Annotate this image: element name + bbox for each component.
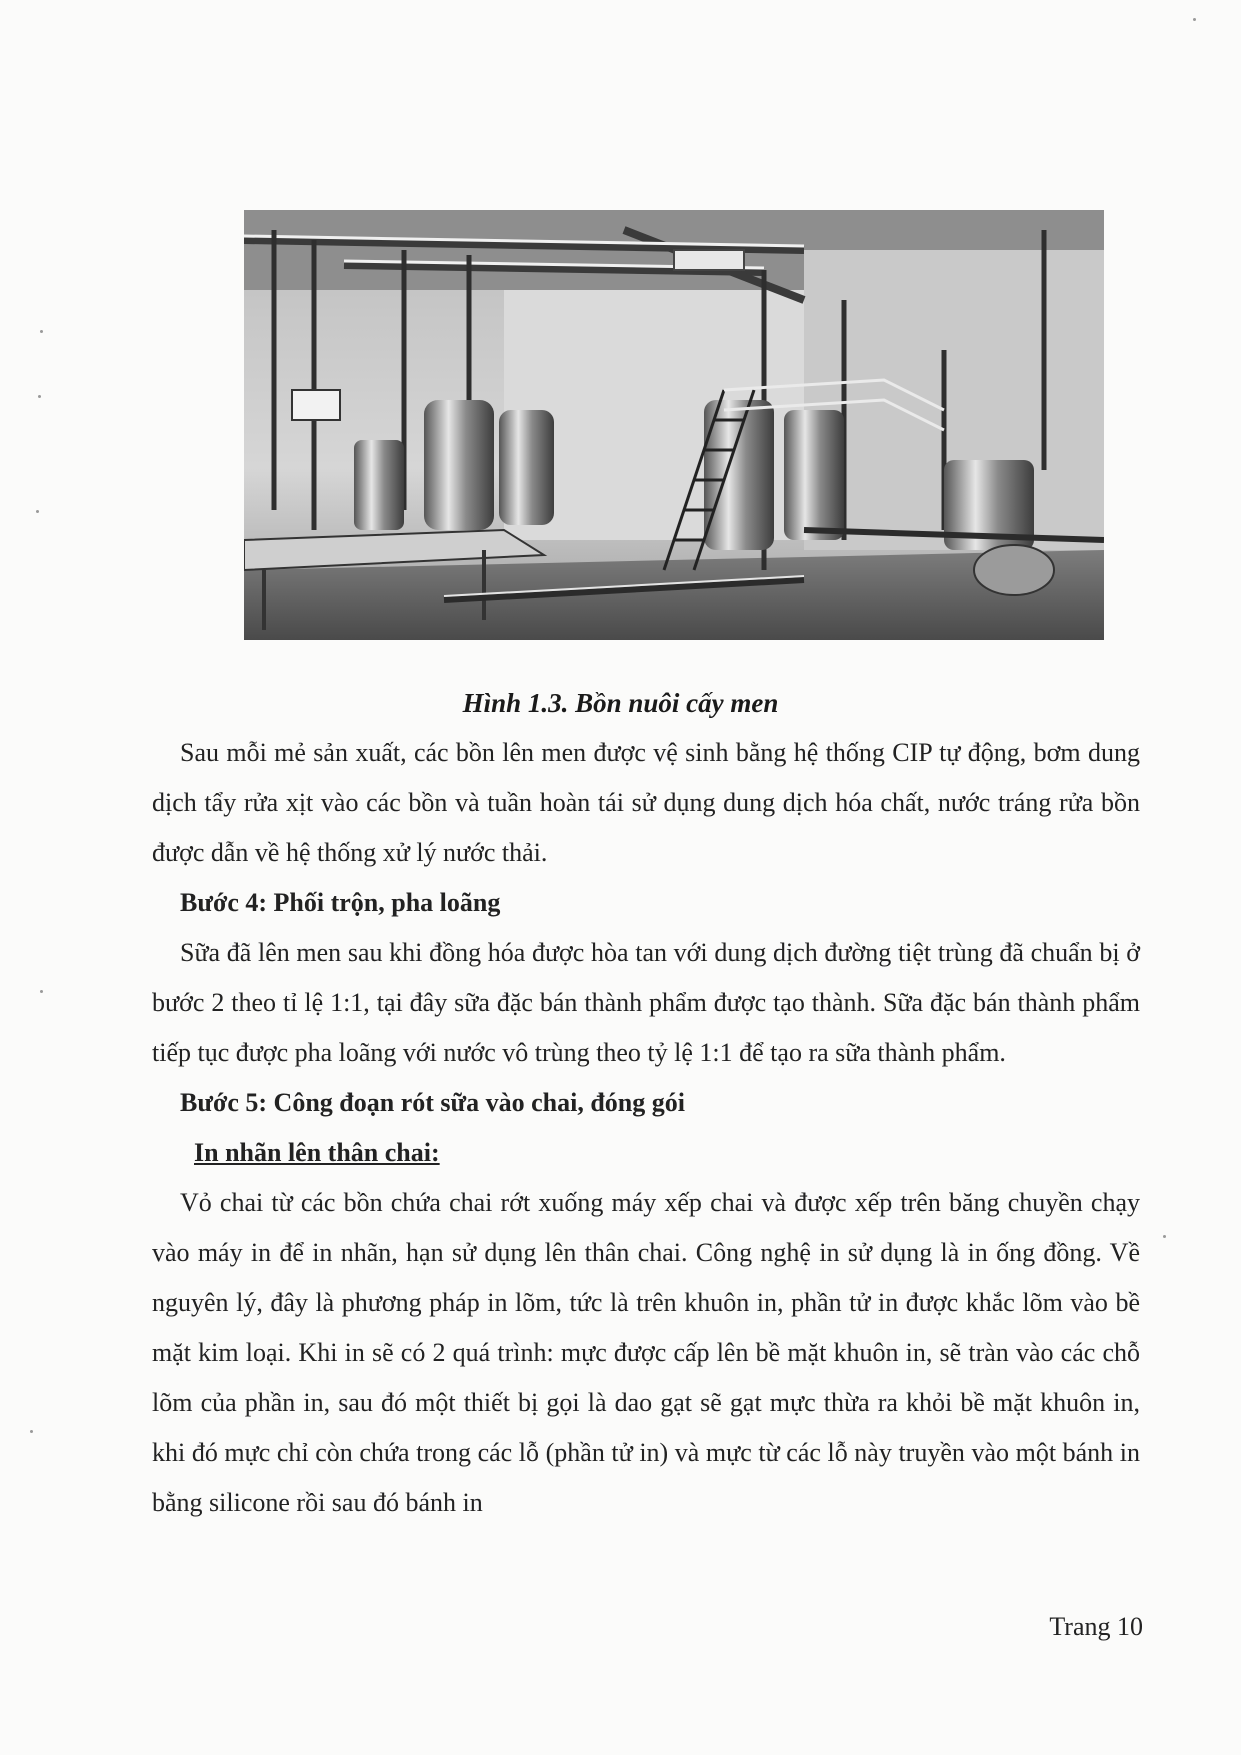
scan-speck (30, 1430, 33, 1433)
page-number: Trang 10 (1049, 1612, 1143, 1641)
paragraph-printing: Vỏ chai từ các bồn chứa chai rớt xuống máy xếp chai và được xếp trên băng chuyền chạy vào máy in để in nhãn, hạn sử dụng lên thân chai. Công nghệ in sử dụng là in ống đồng. Về nguyên lý, đây là phương pháp in lõm, tức là trên khuôn in, phần tử in được khắc lõm vào bề mặt kim loại. Khi in sẽ có 2 quá trình: mực được cấp lên bề mặt khuôn in, sẽ tràn vào các chỗ lõm của phần in, sau đó một thiết bị gọi là dao gạt sẽ gạt mực thừa ra khỏi bề mặt khuôn in, khi đó mực chỉ còn chứa trong các lỗ (phần tử in) và mực từ các lỗ này truyền vào một bánh in bằng silicone rồi sau đó bánh in (152, 1188, 1140, 1517)
scan-speck (40, 330, 43, 333)
body-text (152, 728, 1140, 1528)
scan-speck (40, 990, 43, 993)
subheading-label-printing: In nhãn lên thân chai: (194, 1138, 440, 1167)
heading-step-5: Bước 5: Công đoạn rót sữa vào chai, đóng gói (180, 1088, 685, 1117)
fermentation-tank-photo (244, 210, 1104, 640)
heading-step-4: Bước 4: Phối trộn, pha loãng (180, 888, 501, 917)
paragraph-mixing: Sữa đã lên men sau khi đồng hóa được hòa tan với dung dịch đường tiệt trùng đã chuẩn bị ở bước 2 theo tỉ lệ 1:1, tại đây sữa đặc bán thành phẩm được tạo thành. Sữa đặc bán thành phẩm tiếp tục được pha loãng với nước vô trùng theo tỷ lệ 1:1 để tạo ra sữa thành phẩm. (152, 938, 1140, 1067)
scan-speck (1193, 18, 1196, 21)
photo-illustration (244, 210, 1104, 640)
scan-speck (36, 510, 39, 513)
scan-speck (1163, 1235, 1166, 1238)
figure-caption: Hình 1.3. Bồn nuôi cấy men (462, 688, 779, 718)
scan-speck (38, 395, 41, 398)
paragraph-cip-cleaning: Sau mỗi mẻ sản xuất, các bồn lên men được vệ sinh bằng hệ thống CIP tự động, bơm dung dịch tẩy rửa xịt vào các bồn và tuần hoàn tái sử dụng dung dịch hóa chất, nước tráng rửa bồn được dẫn về hệ thống xử lý nước thải. (152, 738, 1140, 867)
